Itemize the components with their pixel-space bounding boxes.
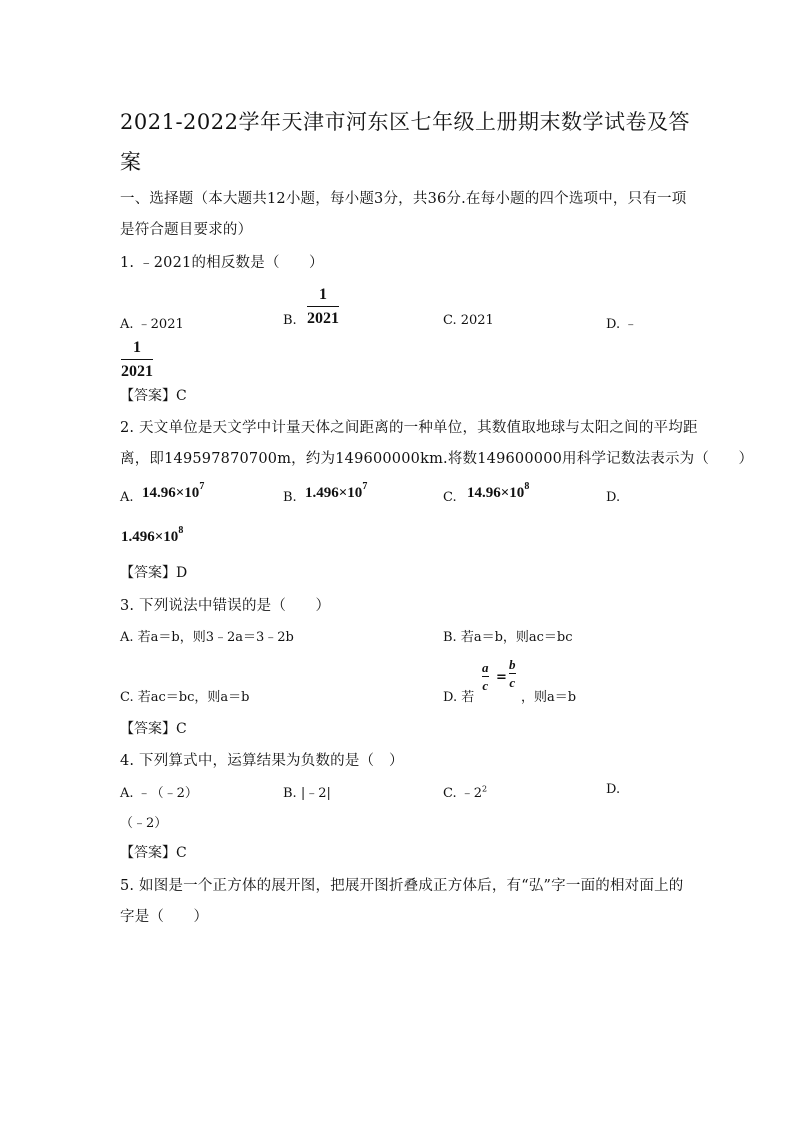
- q4-c-base: C. ﹣2: [443, 786, 483, 801]
- q3-option-d-tail: ，则a＝b: [521, 690, 577, 705]
- q1-b-denominator: 2021: [307, 310, 339, 327]
- q3-d-fraction-a-over-c: [482, 661, 489, 692]
- q2-d-exponent: 8: [178, 525, 184, 536]
- question-2-stem-line1: 2. 天文单位是天文学中计量天体之间距离的一种单位，其数值取地球与太阳之间的平均距: [120, 420, 698, 436]
- question-3-stem: 3. 下列说法中错误的是（ ）: [120, 598, 331, 614]
- q1-d-denominator: 2021: [121, 363, 153, 380]
- q3-d-equals: =: [496, 670, 507, 685]
- fraction-bar: [509, 673, 516, 674]
- q4-option-a: A. ﹣（﹣2）: [120, 786, 198, 801]
- question-2-stem-line2: 离，即149597870700m，约为149600000km.将数149600000用科学记数法表示为（ ）: [120, 451, 754, 467]
- document-title-line1: 2021-2022学年天津市河东区七年级上册期末数学试卷及答: [120, 110, 690, 134]
- q1-answer: 【答案】C: [120, 388, 187, 404]
- question-4-stem: 4. 下列算式中，运算结果为负数的是（ ）: [120, 753, 404, 769]
- section-heading-line2: 是符合题目要求的）: [120, 222, 253, 238]
- q4-option-c: [443, 782, 487, 801]
- q3-d-numerator-b: b: [509, 657, 516, 672]
- question-5-stem-line1: 5. 如图是一个正方体的展开图，把展开图折叠成正方体后，有“弘”字一面的相对面上的: [120, 878, 684, 894]
- q3-d-fraction-b-over-c: [509, 658, 516, 689]
- q2-c-exponent: 8: [524, 481, 530, 492]
- q1-d-numerator: 1: [133, 339, 141, 356]
- q3-d-denominator-c: c: [482, 678, 489, 693]
- q2-option-a-label: A.: [120, 490, 134, 505]
- q1-option-d-fraction: [121, 340, 153, 380]
- q2-option-a-value: [142, 483, 204, 502]
- q3-option-b: B. 若a＝b，则ac＝bc: [443, 630, 573, 645]
- section-heading-line1: 一、选择题（本大题共12小题，每小题3分，共36分.在每小题的四个选项中，只有一项: [120, 191, 687, 207]
- q1-option-d-label: D. ﹣: [606, 317, 638, 332]
- q4-c-exponent: 2: [482, 784, 488, 794]
- q4-option-d-value: （﹣2）: [120, 816, 168, 831]
- q3-d-numerator-a: a: [482, 660, 489, 675]
- fraction-bar: [482, 676, 489, 677]
- q1-option-a: A. ﹣2021: [120, 317, 184, 332]
- q3-option-a: A. 若a＝b，则3﹣2a＝3﹣2b: [120, 630, 294, 645]
- question-5-stem-line2: 字是（ ）: [120, 909, 209, 925]
- q1-option-b-label: B.: [283, 313, 297, 328]
- q2-b-exponent: 7: [362, 481, 368, 492]
- q2-option-c-value: [467, 483, 529, 502]
- q3-d-denominator-c2: c: [509, 675, 516, 690]
- q3-option-c: C. 若ac＝bc，则a＝b: [120, 690, 250, 705]
- q3-answer: 【答案】C: [120, 721, 187, 737]
- q2-c-base: 14.96×10: [467, 485, 525, 501]
- q4-option-d-label: D.: [606, 782, 621, 797]
- question-1-stem: 1. ﹣2021的相反数是（ ）: [120, 255, 324, 271]
- q2-a-base: 14.96×10: [142, 485, 200, 501]
- q2-option-b-value: [305, 483, 367, 502]
- document-title-line2: 案: [120, 150, 142, 174]
- q2-a-exponent: 7: [199, 481, 205, 492]
- q4-option-b: B. |﹣2|: [283, 786, 331, 801]
- q3-option-d-label: D. 若: [443, 690, 475, 705]
- q1-option-c: C. 2021: [443, 313, 494, 328]
- q2-option-d-label: D.: [606, 490, 621, 505]
- q2-answer: 【答案】D: [120, 565, 188, 581]
- q4-answer: 【答案】C: [120, 845, 187, 861]
- q1-option-b-fraction: [307, 287, 339, 327]
- q2-option-c-label: C.: [443, 490, 457, 505]
- q2-option-d-value: [121, 527, 183, 546]
- q2-option-b-label: B.: [283, 490, 297, 505]
- q2-d-base: 1.496×10: [121, 529, 179, 545]
- q2-b-base: 1.496×10: [305, 485, 363, 501]
- q1-b-numerator: 1: [319, 286, 327, 303]
